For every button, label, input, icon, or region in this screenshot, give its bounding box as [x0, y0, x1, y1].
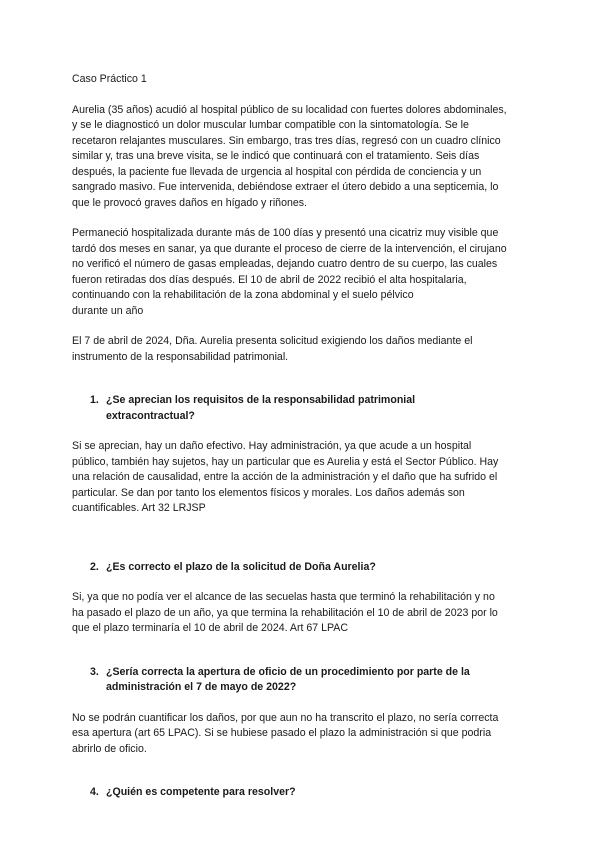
text-line: cuantificables. Art 32 LRJSP — [72, 502, 206, 514]
question-number: 3. — [90, 665, 99, 678]
document-title: Caso Práctico 1 — [72, 73, 147, 85]
text-line: El 7 de abril de 2024, Dña. Aurelia presenta solicitud exigiendo los daños mediante el — [72, 335, 473, 347]
text-line: fueron retiradas dos días después. El 10 de abril de 2022 recibió el alta hospitalaria, — [72, 273, 467, 286]
text-line: particular. Se dan por tanto los elementos físicos y morales. Los daños además son — [72, 486, 465, 499]
text-line: que le provocó graves daños en hígado y riñones. — [72, 196, 307, 209]
answer-1 — [72, 439, 532, 517]
question-number: 1. — [90, 394, 99, 406]
question-text-line: administración el 7 de mayo de 2022? — [106, 681, 297, 693]
text-line: continuando con la rehabilitación de la zona abdominal y el suelo pélvico — [72, 289, 414, 301]
question-3-heading — [72, 665, 532, 696]
text-line: abrirlo de oficio. — [72, 742, 147, 755]
text-line: instrumento de la responsabilidad patrimonial. — [72, 350, 289, 363]
intro-paragraph-3 — [72, 334, 532, 365]
question-4-heading — [72, 785, 532, 801]
text-line: tardó dos meses en sanar, ya que durante el proceso de cierre de la intervención, el cirujano — [72, 242, 507, 255]
text-line: durante un año — [72, 304, 144, 317]
text-line: después, la paciente fue llevada de urgencia al hospital con pérdida de conciencia y un — [72, 165, 482, 178]
question-text-line: ¿Quién es competente para resolver? — [106, 786, 296, 798]
text-line: Aurelia (35 años) acudió al hospital público de su localidad con fuertes dolores abdominales, — [72, 103, 507, 116]
text-line: Si se aprecian, hay un daño efectivo. Hay administración, ya que acude a un hospital — [72, 440, 472, 452]
document-content — [72, 72, 532, 801]
text-line: recetaron relajantes musculares. Sin embargo, tras tres días, regresó con un cuadro clínico — [72, 134, 501, 147]
question-1-heading — [72, 393, 532, 424]
question-text-line: extracontractual? — [106, 409, 195, 422]
intro-paragraph-2 — [72, 226, 532, 319]
question-text-line: ¿Es correcto el plazo de la solicitud de Doña Aurelia? — [106, 560, 376, 573]
text-line: sangrado masivo. Fue intervenida, debiéndose extraer el útero debido a una septicemia, lo — [72, 181, 499, 193]
text-line: público, también hay sujetos, hay un particular que es Aurelia y está el Sector Público. Hay — [72, 455, 499, 468]
answer-3 — [72, 711, 532, 758]
intro-paragraph-1 — [72, 103, 532, 212]
question-text-line: ¿Sería correcta la apertura de oficio de un procedimiento por parte de la — [106, 665, 470, 678]
text-line: No se podrán cuantificar los daños, por que aun no ha transcrito el plazo, no sería correcta — [72, 711, 499, 724]
question-2-heading — [72, 560, 532, 576]
question-number: 2. — [90, 560, 99, 573]
text-line: esa apertura (art 65 LPAC). Si se hubiese pasado el plazo la administración si que podria — [72, 727, 492, 739]
text-line: y se le diagnosticó un dolor muscular lumbar compatible con la sintomatología. Se le — [72, 119, 469, 131]
text-line: una relación de causalidad, entre la acción de la administración y el daño que ha sufrido el — [72, 471, 498, 483]
text-line: similar y, tras una breve visita, se le indicó que continuará con el tratamiento. Seis días — [72, 150, 480, 162]
question-number: 4. — [90, 786, 99, 798]
text-line: no verificó el número de gasas empleadas, dejando cuatro dentro de su cuerpo, las cuales — [72, 258, 498, 270]
question-text-line: ¿Se aprecian los requisitos de la responsabilidad patrimonial — [106, 394, 416, 406]
text-line: Permaneció hospitalizada durante más de 100 días y presentó una cicatriz muy visible que — [72, 227, 499, 239]
answer-2 — [72, 590, 532, 637]
text-line: que el plazo terminaría el 10 de abril de 2024. Art 67 LPAC — [72, 622, 349, 634]
text-line: ha pasado el plazo de un año, ya que termina la rehabilitación el 10 de abril de 2023 por lo — [72, 606, 498, 619]
text-line: Si, ya que no podía ver el alcance de las secuelas hasta que terminó la rehabilitación y no — [72, 591, 495, 603]
